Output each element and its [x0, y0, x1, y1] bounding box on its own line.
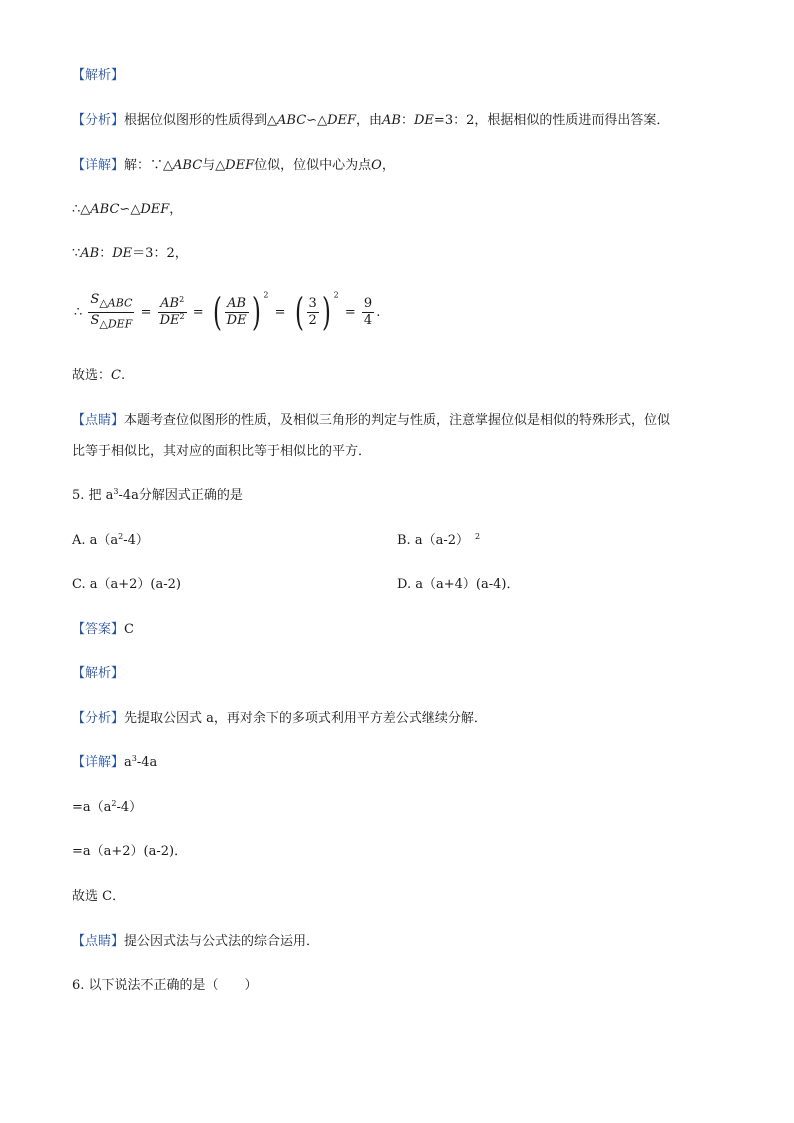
option-c: C. a（a+2）(a-2)	[72, 577, 181, 592]
analysis-tag: 【分析】	[72, 711, 125, 726]
exponent: 2	[474, 532, 481, 541]
text: -4a分解因式正确的是	[118, 488, 243, 503]
key-point-tag: 【点睛】	[72, 934, 125, 949]
exponent: 2	[118, 532, 124, 541]
therefore-symbol: ∴	[74, 304, 83, 320]
s-subscript: △ABC	[99, 296, 133, 310]
exponent: 3	[131, 754, 137, 763]
math-tri-abc: △ABC	[267, 113, 307, 128]
analysis-line-q4	[72, 111, 669, 131]
math-tri-def: △DEF	[130, 202, 170, 217]
text: a	[124, 755, 132, 770]
text: 提公因式法与公式法的综合运用．	[124, 934, 320, 949]
answer-tag: 【答案】	[72, 622, 125, 637]
exponent: 2	[179, 294, 185, 304]
choice-line-q4	[72, 366, 125, 386]
text: A. a（a	[72, 533, 119, 548]
period: .	[376, 304, 381, 320]
similar-symbol: ∽	[306, 113, 318, 128]
left-paren: (	[294, 290, 304, 335]
text: B. a（a-2）	[397, 533, 469, 548]
text: 根据位似图形的性质得到	[124, 113, 268, 128]
colon: ：	[99, 246, 113, 261]
denominator: 4	[363, 312, 373, 328]
because-ratio-line	[72, 244, 188, 264]
text: 本题考查位似图形的性质，及相似三角形的判定与性质，注意掌握位似是相似的特殊形式，位似	[124, 413, 671, 428]
fraction-three-halves	[307, 296, 319, 329]
key-point-line-q5	[72, 932, 319, 952]
text: 位似，位似中心为点	[254, 158, 372, 173]
analysis-line-q5	[72, 709, 487, 729]
equals: =	[274, 304, 286, 320]
similar-symbol: ∽	[119, 202, 131, 217]
math-ab: AB	[160, 295, 180, 311]
point-o: O	[371, 158, 382, 173]
area-ratio-formula	[72, 290, 382, 335]
left-paren: (	[212, 290, 222, 335]
numerator: 3	[308, 295, 317, 311]
text: ，	[381, 158, 395, 173]
option-d: D. a（a+4）(a-4)．	[397, 577, 520, 592]
analysis-tag: 【分析】	[72, 113, 125, 128]
analysis-heading: 【解析】	[72, 666, 125, 681]
therefore-symbol: ∴	[72, 202, 81, 217]
because-symbol: ∵	[72, 246, 81, 261]
s-subscript: △DEF	[99, 317, 133, 331]
key-point-line-1	[72, 411, 670, 431]
choice-line-q5: 故选 C．	[72, 889, 126, 904]
math-de: DE	[226, 312, 247, 328]
detail-step-2	[72, 798, 142, 818]
exponent: 2	[179, 311, 185, 321]
text: ，由	[356, 113, 383, 128]
exponent: 3	[113, 487, 119, 496]
equals: =	[140, 304, 152, 320]
text: -4）	[116, 800, 143, 815]
math-ab: AB	[382, 113, 401, 128]
text: -4a	[136, 755, 158, 770]
s-symbol: S	[90, 312, 100, 328]
choice-letter: C	[111, 368, 121, 383]
math-tri-abc: △ABC	[80, 202, 120, 217]
math-de: DE	[112, 246, 133, 261]
text: 故选：	[72, 368, 112, 383]
math-tri-def: △DEF	[317, 113, 357, 128]
detail-tag: 【详解】	[72, 755, 125, 770]
fraction-ratio	[225, 296, 249, 329]
option-a	[72, 531, 149, 551]
math-de: DE	[159, 312, 180, 328]
therefore-similar-line	[72, 200, 182, 220]
text: ，	[169, 202, 183, 217]
denominator: 2	[308, 312, 317, 328]
key-point-tag: 【点睛】	[72, 413, 125, 428]
math-tri-def: △DEF	[215, 158, 255, 173]
question-5-stem	[72, 486, 243, 506]
text: 与	[202, 158, 216, 173]
text: -4）	[123, 533, 149, 548]
answer-line-q5	[72, 620, 134, 640]
fraction-area	[88, 292, 134, 332]
numerator: 9	[363, 295, 373, 311]
colon: ：	[400, 113, 414, 128]
exponent: 2	[333, 290, 339, 300]
detail-tag: 【详解】	[72, 158, 125, 173]
math-ab: AB	[80, 246, 100, 261]
exponent: 2	[111, 799, 117, 808]
text: .	[120, 368, 126, 383]
equals: =	[344, 304, 356, 320]
text: 先提取公因式 a，再对余下的多项式利用平方差公式继续分解．	[124, 711, 487, 726]
right-paren: )	[321, 290, 331, 335]
detail-line-q5	[72, 753, 157, 773]
s-symbol: S	[90, 292, 100, 307]
detail-line-q4	[72, 156, 395, 176]
key-point-line-2: 比等于相似比，其对应的面积比等于相似比的平方．	[72, 444, 372, 459]
detail-step-3: =a（a+2）(a-2)．	[72, 844, 188, 859]
math-de: DE	[414, 113, 434, 128]
right-paren: )	[251, 290, 261, 335]
exponent: 2	[263, 290, 269, 300]
text: ，根据相似的性质进而得出答案．	[474, 113, 670, 128]
text: =a（a	[72, 800, 112, 815]
equals: =	[192, 304, 204, 320]
fraction-nine-fourths	[362, 296, 374, 329]
option-b	[397, 531, 480, 551]
text: 解：∵	[124, 158, 164, 173]
ratio: =3：2	[433, 113, 475, 128]
ratio: ＝3：2，	[132, 246, 188, 261]
answer-letter: C	[124, 622, 134, 637]
analysis-heading: 【解析】	[72, 68, 125, 83]
math-ab: AB	[225, 296, 249, 313]
fraction-side-squared	[158, 296, 187, 329]
math-tri-abc: △ABC	[163, 158, 203, 173]
question-6-stem: 6. 以下说法不正确的是（ ）	[72, 978, 258, 993]
text: 5. 把 a	[72, 488, 114, 503]
